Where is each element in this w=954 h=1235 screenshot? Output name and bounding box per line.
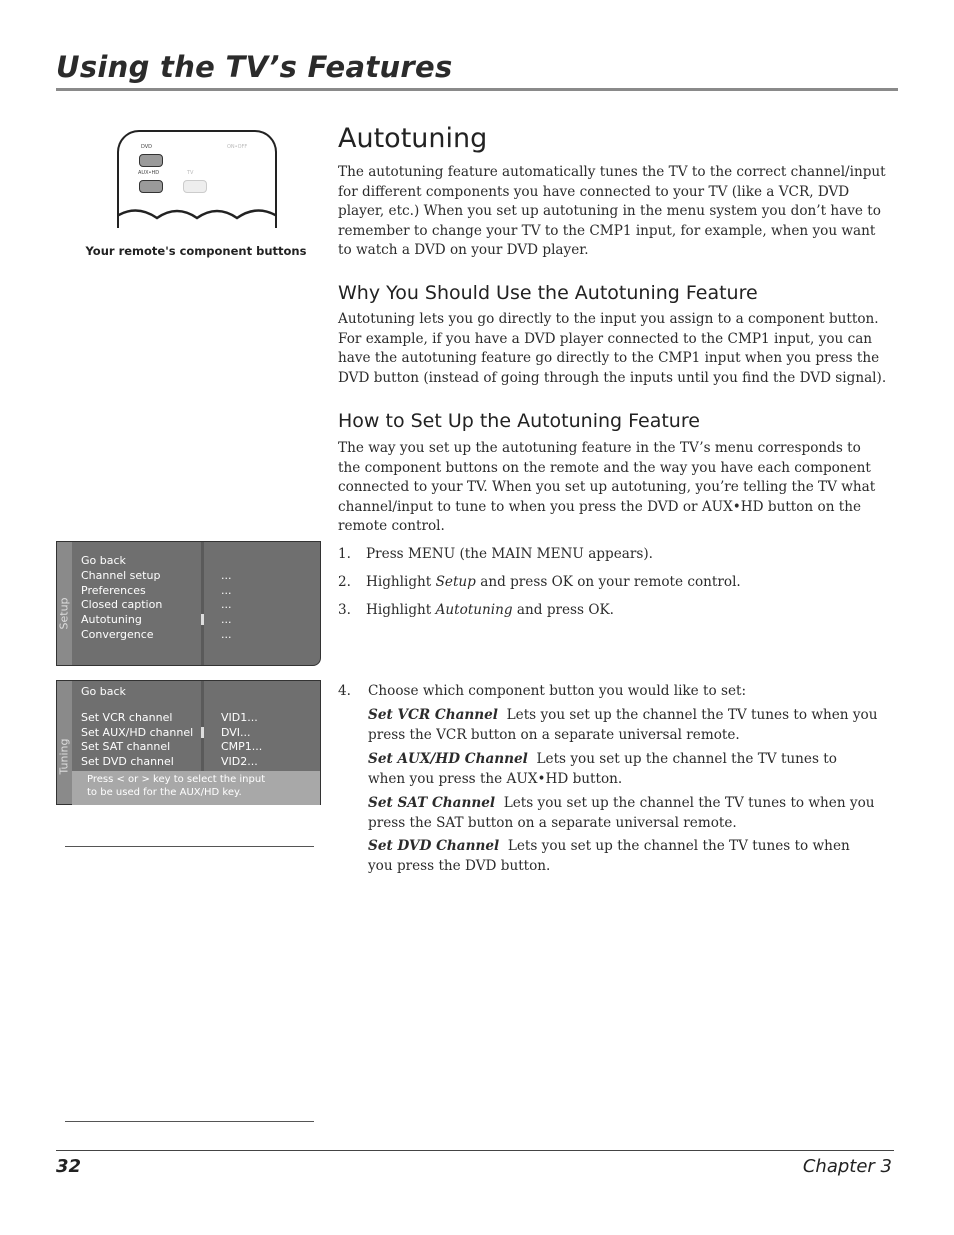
setup-menu-screen — [56, 541, 321, 666]
menu-hint-box — [72, 771, 320, 805]
remote-caption: Your remote's component buttons — [85, 244, 307, 258]
step-text: Highlight — [366, 574, 436, 590]
menu-item-value: ... — [221, 569, 232, 582]
menu-item: Channel setup — [81, 569, 161, 582]
option-vcr — [368, 706, 878, 745]
remote-dvd-label: DVD — [141, 144, 153, 150]
how-paragraph: The way you set up the autotuning feature in the TV’s menu corresponds to the component buttons on the remote and the way you have each component connected to your TV. When you set up autotuning, you’re telling the TV what channel/input to tune to when you press the DVD or AUX•HD button on the remote control. — [338, 440, 876, 534]
menu-side-label: Setup — [57, 597, 71, 630]
remote-illustration — [117, 130, 277, 228]
remote-tv-button — [183, 180, 207, 193]
option-sat — [368, 794, 878, 833]
remote-torn-edge — [117, 206, 277, 228]
menu-hint-line: to be used for the AUX/HD key. — [87, 787, 242, 798]
menu-item: Closed caption — [81, 598, 163, 611]
page-number: 32 — [56, 1156, 82, 1177]
page-header-title: Using the TV’s Features — [56, 50, 453, 84]
option-term: Set VCR Channel — [368, 707, 498, 723]
menu-cursor — [201, 614, 204, 625]
menu-item-value: VID1... — [221, 711, 258, 724]
remote-aux-hd-label: AUX•HD — [138, 170, 160, 176]
step-text: Highlight — [366, 602, 436, 618]
menu-item: Convergence — [81, 628, 154, 641]
remote-onoff-label: ON•OFF — [227, 144, 248, 150]
menu-item-value: ... — [221, 598, 232, 611]
menu-item-value: VID2... — [221, 755, 258, 768]
why-paragraph: Autotuning lets you go directly to the input you assign to a component button. For example, if you have a DVD player connected to the CMP1 input, you can have the autotuning feature go directly to the CMP1 input when you press the DVD button (instead of going through the inputs until you find the DVD signal). — [338, 311, 887, 386]
step-text: and press OK. — [512, 602, 614, 618]
tuning-menu-screen — [56, 680, 321, 805]
menu-item-value: CMP1... — [221, 740, 263, 753]
menu-item: Set SAT channel — [81, 740, 171, 753]
intro-paragraph: The autotuning feature automatically tunes the TV to the correct channel/input for different components you have connected to your TV (like a VCR, DVD player, etc.) When you set up autotuning in the menu system you don’t have to remember to change your TV to the CMP1 input, for example, when you want to watch a DVD on your DVD player. — [338, 164, 886, 258]
option-term: Set DVD Channel — [368, 838, 500, 854]
option-desc: Lets you set up the channel the TV tunes to when you press the DVD button. — [368, 838, 850, 874]
step-emphasis: Autotuning — [435, 602, 513, 618]
option-desc: Lets you set up the channel the TV tunes to when you press the SAT button on a separate universal remote. — [368, 795, 875, 831]
menu-item: Go back — [81, 554, 126, 567]
menu-divider — [201, 681, 204, 771]
how-heading: How to Set Up the Autotuning Feature — [338, 410, 700, 432]
menu-divider — [201, 542, 204, 665]
menu-side-label: Tuning — [57, 738, 71, 775]
left-column-rule-bottom — [65, 1121, 314, 1122]
step-number: 4. — [338, 683, 351, 699]
menu-item: Set VCR channel — [81, 711, 173, 724]
menu-item-highlighted: Set AUX/HD channel — [81, 726, 194, 739]
menu-item-highlighted: Autotuning — [81, 613, 142, 626]
step-text: Choose which component button you would like to set: — [368, 683, 747, 699]
article-title: Autotuning — [338, 123, 488, 154]
option-term: Set AUX/HD Channel — [368, 751, 528, 767]
menu-item-value: ... — [221, 628, 232, 641]
option-dvd — [368, 837, 878, 876]
header-rule — [56, 88, 898, 91]
step-number: 3. — [338, 602, 351, 618]
menu-item-value: ... — [221, 584, 232, 597]
menu-cursor — [201, 727, 204, 738]
remote-dvd-button — [139, 154, 163, 167]
menu-item-value: ... — [221, 613, 232, 626]
footer-rule — [56, 1150, 894, 1151]
menu-hint-line: Press < or > key to select the input — [87, 774, 266, 785]
why-heading: Why You Should Use the Autotuning Feature — [338, 282, 758, 304]
step-text: and press OK on your remote control. — [475, 574, 741, 590]
step-2 — [338, 573, 741, 593]
step-4 — [338, 682, 746, 702]
step-number: 2. — [338, 574, 351, 590]
menu-item: Go back — [81, 685, 126, 698]
step-number: 1. — [338, 546, 351, 562]
left-column-rule-top — [65, 846, 314, 847]
step-emphasis: Setup — [435, 574, 476, 590]
menu-item: Set DVD channel — [81, 755, 174, 768]
chapter-label: Chapter 3 — [802, 1156, 892, 1177]
step-1 — [338, 545, 653, 565]
remote-tv-label: TV — [187, 170, 194, 176]
remote-aux-hd-button — [139, 180, 163, 193]
option-aux-hd — [368, 750, 878, 789]
option-term: Set SAT Channel — [368, 795, 496, 811]
menu-item: Preferences — [81, 584, 146, 597]
step-text: Press MENU (the MAIN MENU appears). — [366, 546, 653, 562]
option-desc: Lets you set up the channel the TV tunes to when you press the AUX•HD button. — [368, 751, 837, 787]
option-desc: Lets you set up the channel the TV tunes to when you press the VCR button on a separate universal remote. — [368, 707, 878, 743]
step-3 — [338, 601, 614, 621]
menu-item-value: DVI... — [221, 726, 251, 739]
